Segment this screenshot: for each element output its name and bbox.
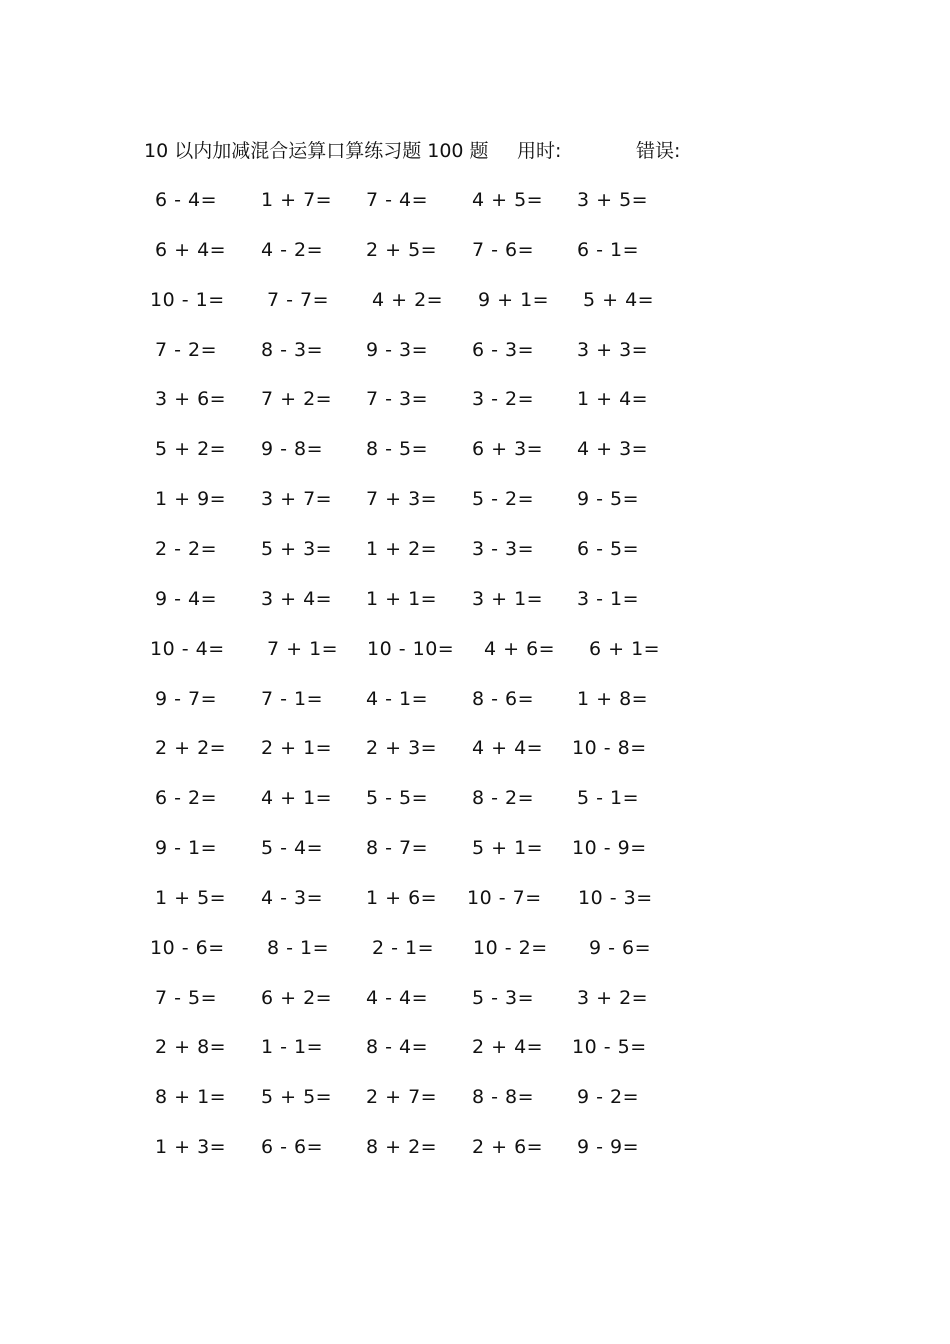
problem-r5-c4: 3 - 2= xyxy=(472,388,535,410)
problem-r2-c3: 2 + 5= xyxy=(366,239,438,261)
problem-r19-c5: 9 - 2= xyxy=(577,1086,640,1108)
problem-r5-c1: 3 + 6= xyxy=(155,388,227,410)
problem-r20-c5: 9 - 9= xyxy=(577,1136,640,1158)
problem-r10-c4: 4 + 6= xyxy=(484,638,556,660)
problem-r2-c4: 7 - 6= xyxy=(472,239,535,261)
problem-r10-c1: 10 - 4= xyxy=(150,638,225,660)
problem-r20-c2: 6 - 6= xyxy=(261,1136,324,1158)
problem-r18-c3: 8 - 4= xyxy=(366,1036,429,1058)
problem-r4-c5: 3 + 3= xyxy=(577,339,649,361)
problem-r18-c1: 2 + 8= xyxy=(155,1036,227,1058)
problem-r16-c5: 9 - 6= xyxy=(589,937,652,959)
problem-r6-c1: 5 + 2= xyxy=(155,438,227,460)
problem-r11-c4: 8 - 6= xyxy=(472,688,535,710)
problem-r11-c3: 4 - 1= xyxy=(366,688,429,710)
problem-r14-c5: 10 - 9= xyxy=(572,837,647,859)
problem-r16-c2: 8 - 1= xyxy=(267,937,330,959)
problem-r20-c3: 8 + 2= xyxy=(366,1136,438,1158)
problem-r17-c1: 7 - 5= xyxy=(155,987,218,1009)
problem-r20-c1: 1 + 3= xyxy=(155,1136,227,1158)
problem-r8-c5: 6 - 5= xyxy=(577,538,640,560)
problem-r2-c1: 6 + 4= xyxy=(155,239,227,261)
problem-r6-c2: 9 - 8= xyxy=(261,438,324,460)
problem-r14-c1: 9 - 1= xyxy=(155,837,218,859)
problem-r13-c5: 5 - 1= xyxy=(577,787,640,809)
problem-r15-c4: 10 - 7= xyxy=(467,887,542,909)
problem-r7-c5: 9 - 5= xyxy=(577,488,640,510)
problem-r1-c5: 3 + 5= xyxy=(577,189,649,211)
problem-r6-c3: 8 - 5= xyxy=(366,438,429,460)
problem-r3-c2: 7 - 7= xyxy=(267,289,330,311)
problem-r13-c3: 5 - 5= xyxy=(366,787,429,809)
problem-r2-c5: 6 - 1= xyxy=(577,239,640,261)
problem-r1-c4: 4 + 5= xyxy=(472,189,544,211)
problem-r10-c3: 10 - 10= xyxy=(367,638,455,660)
problem-r15-c5: 10 - 3= xyxy=(578,887,653,909)
problem-r16-c4: 10 - 2= xyxy=(473,937,548,959)
problem-r12-c5: 10 - 8= xyxy=(572,737,647,759)
problem-r19-c3: 2 + 7= xyxy=(366,1086,438,1108)
problem-r8-c1: 2 - 2= xyxy=(155,538,218,560)
problem-r19-c4: 8 - 8= xyxy=(472,1086,535,1108)
problem-r9-c5: 3 - 1= xyxy=(577,588,640,610)
problem-r14-c3: 8 - 7= xyxy=(366,837,429,859)
problem-r2-c2: 4 - 2= xyxy=(261,239,324,261)
problem-r16-c1: 10 - 6= xyxy=(150,937,225,959)
problem-r5-c5: 1 + 4= xyxy=(577,388,649,410)
worksheet-title: 10 以内加减混合运算口算练习题 100 题 xyxy=(144,140,489,162)
problem-r13-c1: 6 - 2= xyxy=(155,787,218,809)
problem-r13-c2: 4 + 1= xyxy=(261,787,333,809)
problem-r14-c2: 5 - 4= xyxy=(261,837,324,859)
problem-r13-c4: 8 - 2= xyxy=(472,787,535,809)
problem-r16-c3: 2 - 1= xyxy=(372,937,435,959)
problem-r3-c5: 5 + 4= xyxy=(583,289,655,311)
problem-r3-c1: 10 - 1= xyxy=(150,289,225,311)
problem-r17-c2: 6 + 2= xyxy=(261,987,333,1009)
problem-r1-c3: 7 - 4= xyxy=(366,189,429,211)
problem-r8-c4: 3 - 3= xyxy=(472,538,535,560)
problem-r9-c3: 1 + 1= xyxy=(366,588,438,610)
problem-r7-c4: 5 - 2= xyxy=(472,488,535,510)
problem-r10-c2: 7 + 1= xyxy=(267,638,339,660)
problem-r7-c2: 3 + 7= xyxy=(261,488,333,510)
problem-r12-c3: 2 + 3= xyxy=(366,737,438,759)
time-label: 用时: xyxy=(517,140,562,162)
problem-r5-c3: 7 - 3= xyxy=(366,388,429,410)
problem-r7-c3: 7 + 3= xyxy=(366,488,438,510)
problem-r8-c3: 1 + 2= xyxy=(366,538,438,560)
problem-r9-c4: 3 + 1= xyxy=(472,588,544,610)
problem-r7-c1: 1 + 9= xyxy=(155,488,227,510)
problem-r8-c2: 5 + 3= xyxy=(261,538,333,560)
problem-r19-c1: 8 + 1= xyxy=(155,1086,227,1108)
problem-r17-c5: 3 + 2= xyxy=(577,987,649,1009)
problem-r14-c4: 5 + 1= xyxy=(472,837,544,859)
problem-r15-c1: 1 + 5= xyxy=(155,887,227,909)
problem-r15-c2: 4 - 3= xyxy=(261,887,324,909)
problem-r11-c1: 9 - 7= xyxy=(155,688,218,710)
problem-r4-c4: 6 - 3= xyxy=(472,339,535,361)
problem-r18-c4: 2 + 4= xyxy=(472,1036,544,1058)
problem-r3-c3: 4 + 2= xyxy=(372,289,444,311)
problem-r17-c3: 4 - 4= xyxy=(366,987,429,1009)
problem-r18-c2: 1 - 1= xyxy=(261,1036,324,1058)
problem-r1-c2: 1 + 7= xyxy=(261,189,333,211)
problem-r15-c3: 1 + 6= xyxy=(366,887,438,909)
problem-r6-c5: 4 + 3= xyxy=(577,438,649,460)
problem-r4-c1: 7 - 2= xyxy=(155,339,218,361)
problem-r18-c5: 10 - 5= xyxy=(572,1036,647,1058)
problem-r1-c1: 6 - 4= xyxy=(155,189,218,211)
problem-r10-c5: 6 + 1= xyxy=(589,638,661,660)
problem-r12-c4: 4 + 4= xyxy=(472,737,544,759)
problem-r20-c4: 2 + 6= xyxy=(472,1136,544,1158)
problem-r19-c2: 5 + 5= xyxy=(261,1086,333,1108)
errors-label: 错误: xyxy=(636,140,681,162)
problem-r12-c1: 2 + 2= xyxy=(155,737,227,759)
problem-r12-c2: 2 + 1= xyxy=(261,737,333,759)
problem-r11-c2: 7 - 1= xyxy=(261,688,324,710)
problem-r5-c2: 7 + 2= xyxy=(261,388,333,410)
problem-r9-c1: 9 - 4= xyxy=(155,588,218,610)
problem-r3-c4: 9 + 1= xyxy=(478,289,550,311)
problem-r6-c4: 6 + 3= xyxy=(472,438,544,460)
problem-r11-c5: 1 + 8= xyxy=(577,688,649,710)
problem-r4-c2: 8 - 3= xyxy=(261,339,324,361)
problem-r9-c2: 3 + 4= xyxy=(261,588,333,610)
problem-r4-c3: 9 - 3= xyxy=(366,339,429,361)
problem-r17-c4: 5 - 3= xyxy=(472,987,535,1009)
